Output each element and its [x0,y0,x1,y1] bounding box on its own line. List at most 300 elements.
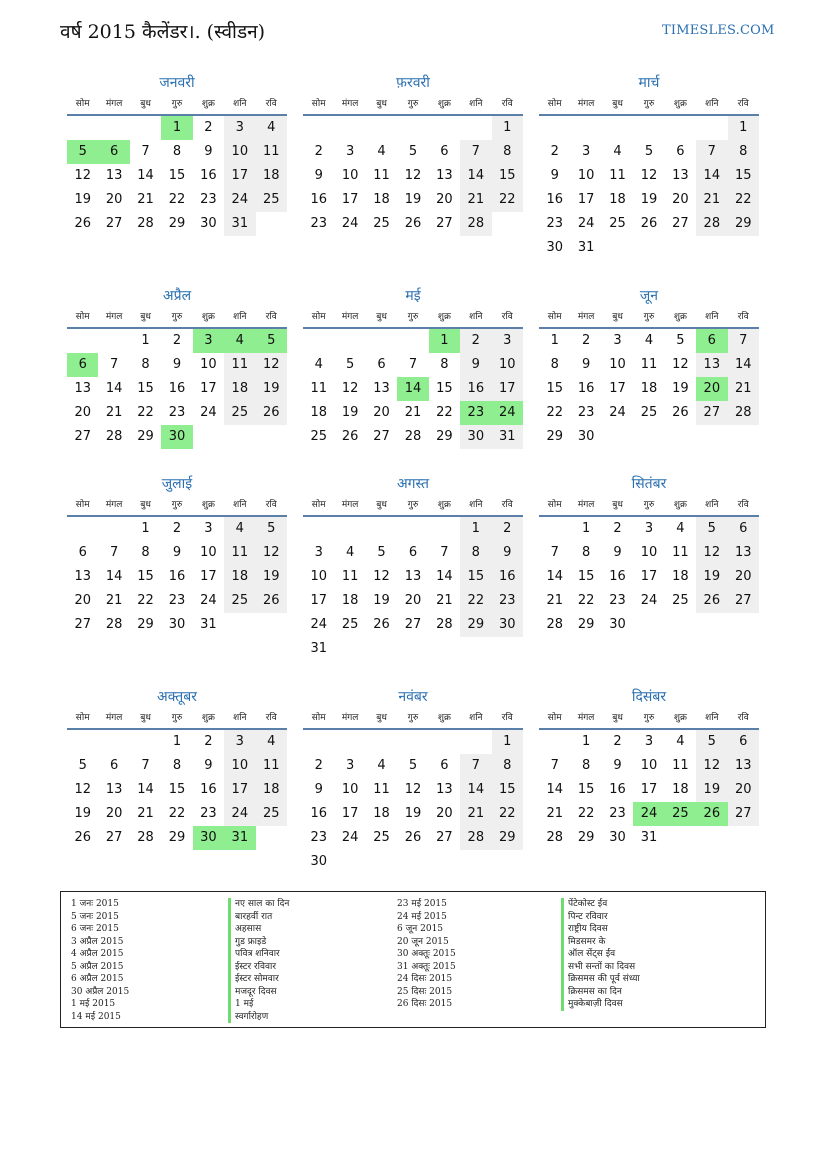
day-cell: 4 [613,144,622,159]
day-cell: 28 [436,617,453,632]
holiday-entry: पेंटेकोस्ट ईव [561,898,640,911]
day-cell: 27 [728,802,759,826]
day-cell [334,637,365,661]
month-11 [303,686,523,874]
weekday-label: बुध [376,500,387,510]
week-row [539,517,759,541]
day-cell: 18 [672,569,689,584]
day-cell: 12 [74,168,91,183]
week-row [303,565,523,589]
week-row [303,850,523,874]
weekday-header [539,307,759,329]
day-cell: 26 [404,830,422,845]
weekday-label: गुरु [643,500,655,510]
week-row [303,826,523,850]
day-cell: 28 [728,401,759,425]
day-cell: 7 [440,545,449,560]
day-cell: 1 [728,116,759,140]
day-cell: 3 [644,734,654,749]
month-6 [539,285,759,449]
day-cell: 5 [345,357,355,372]
day-cell: 25 [224,589,255,613]
day-cell [429,116,460,140]
weekday-label: बुध [612,500,623,510]
day-cell: 11 [256,140,287,164]
day-cell: 18 [341,593,359,608]
day-cell: 16 [460,377,491,401]
day-cell [193,425,224,449]
holiday-entry: ऑल सेंट्स ईव [561,948,640,961]
day-cell [397,116,428,140]
day-cell: 24 [310,617,327,632]
week-row [67,802,287,826]
day-cell: 11 [224,541,255,565]
day-cell [665,826,696,850]
week-row [539,401,759,425]
day-cell: 15 [137,381,154,396]
week-row [303,329,523,353]
day-cell: 7 [460,754,491,778]
day-cell: 3 [345,758,355,773]
day-cell: 3 [345,144,355,159]
day-cell [728,425,759,449]
holiday-entry: 1 मई [228,998,289,1011]
day-cell: 1 [172,734,182,749]
day-cell: 16 [200,168,217,183]
holiday-entry: 1 मई 2015 [71,999,116,1009]
day-cell: 22 [168,806,186,821]
day-cell [633,236,664,260]
day-cell: 25 [256,802,287,826]
day-cell: 28 [696,212,727,236]
day-cell: 31 [200,617,217,632]
day-cell: 1 [460,517,491,541]
week-row [67,730,287,754]
day-cell: 10 [224,754,255,778]
weekday-label: सोम [75,312,90,322]
day-cell: 10 [640,545,658,560]
holiday-entry: मिडसमर के [561,936,640,949]
day-cell: 29 [168,830,186,845]
weekday-label: सोम [547,713,562,723]
week-row [303,353,523,377]
day-cell: 12 [696,541,727,565]
day-cell [539,517,570,541]
day-cell: 23 [200,806,217,821]
day-cell: 2 [613,521,622,536]
week-row [539,212,759,236]
day-cell [366,850,397,874]
day-cell: 14 [728,353,759,377]
day-cell: 15 [546,381,563,396]
weekday-label: सोम [311,312,326,322]
weekday-label: शनि [233,500,247,510]
day-cell: 14 [137,782,154,797]
week-row [539,116,759,140]
day-cell: 26 [256,589,287,613]
day-cell: 23 [546,216,563,231]
day-cell: 6 [696,329,727,353]
day-cell: 13 [436,782,453,797]
day-cell [67,329,98,353]
day-cell: 20 [105,192,123,207]
month-name: जनवरी [159,75,195,91]
day-cell: 2 [581,333,591,348]
day-cell: 3 [204,521,213,536]
month-3 [539,72,759,260]
day-cell [460,116,491,140]
day-cell: 28 [546,830,563,845]
weekday-label: रवि [265,713,277,723]
day-cell: 16 [609,782,626,797]
day-cell [429,730,460,754]
day-cell: 20 [728,778,759,802]
week-row [303,541,523,565]
day-cell: 26 [74,216,91,231]
week-row [67,212,287,236]
day-cell [602,236,633,260]
day-cell: 2 [314,144,323,159]
day-cell: 2 [172,333,182,348]
holiday-entry: 4 अप्रैल 2015 [71,949,124,959]
day-cell [130,116,161,140]
day-cell: 10 [341,782,359,797]
week-row [303,730,523,754]
week-row [303,754,523,778]
week-row [539,425,759,449]
day-cell: 4 [256,730,287,754]
day-cell: 13 [696,353,727,377]
weekday-label: बुध [376,99,387,109]
day-cell: 29 [577,830,595,845]
weekday-label: सोम [75,99,90,109]
day-cell [334,850,365,874]
day-cell [334,329,365,353]
day-cell: 1 [492,730,523,754]
day-cell: 21 [696,188,727,212]
day-cell: 2 [460,329,491,353]
day-cell: 22 [492,802,523,826]
weekday-label: रवि [737,500,749,510]
weekday-header [303,307,523,329]
day-cell [130,730,161,754]
day-cell [460,637,491,661]
week-row [303,778,523,802]
day-cell [665,116,696,140]
day-cell: 13 [728,754,759,778]
day-cell: 28 [546,617,563,632]
day-cell [696,826,727,850]
month-name: अगस्त [396,476,429,492]
week-row [303,377,523,401]
week-row [539,778,759,802]
day-cell [397,850,428,874]
day-cell: 6 [377,357,386,372]
weekday-header [303,94,523,116]
week-row [303,401,523,425]
day-cell: 22 [168,192,186,207]
day-cell: 22 [577,806,595,821]
day-cell: 4 [676,734,685,749]
week-row [303,802,523,826]
day-cell: 21 [137,806,154,821]
weekday-label: गुरु [171,500,183,510]
day-cell: 6 [676,144,685,159]
weekday-label: गुरु [407,713,419,723]
day-cell: 26 [640,216,658,231]
day-cell: 14 [436,569,453,584]
day-cell: 5 [644,144,654,159]
weekday-label: शनि [233,312,247,322]
day-cell: 4 [224,329,255,353]
weekday-label: मंगल [577,500,595,510]
weekday-label: सोम [75,500,90,510]
weekday-label: गुरु [643,312,655,322]
day-cell: 30 [546,240,563,255]
day-cell: 10 [310,569,327,584]
day-cell: 4 [314,357,323,372]
weekday-label: गुरु [643,713,655,723]
day-cell: 24 [492,401,523,425]
day-cell: 9 [204,758,213,773]
day-cell [397,517,428,541]
day-cell: 21 [105,593,123,608]
week-row [539,565,759,589]
day-cell: 13 [672,168,689,183]
day-cell: 23 [168,593,186,608]
day-cell: 10 [200,545,217,560]
day-cell: 5 [696,517,727,541]
weekday-header [67,94,287,116]
day-cell: 31 [640,830,658,845]
day-cell [224,613,255,637]
week-row [539,802,759,826]
week-row [67,329,287,353]
day-cell: 11 [310,381,327,396]
day-cell: 19 [256,565,287,589]
day-cell: 9 [314,782,323,797]
holiday-entry: 20 जून 2015 [397,936,449,947]
day-cell: 9 [581,357,591,372]
day-cell: 29 [137,617,154,632]
day-cell: 19 [74,806,91,821]
day-cell: 16 [609,569,626,584]
day-cell: 8 [492,754,523,778]
day-cell: 16 [168,381,186,396]
weekday-label: शुक्र [673,99,687,109]
day-cell [665,236,696,260]
month-name: मार्च [638,75,660,91]
brand-link[interactable]: TIMESLES.COM [662,23,775,38]
day-cell: 18 [373,806,390,821]
day-cell: 11 [640,357,658,372]
day-cell: 3 [224,116,255,140]
day-cell [665,613,696,637]
holiday-dates-column-1 [71,898,129,1023]
day-cell: 2 [172,521,182,536]
day-cell: 10 [492,353,523,377]
weekday-label: शुक्र [437,713,451,723]
day-cell: 25 [373,830,390,845]
weekday-label: बुध [140,713,151,723]
weekday-label: सोम [547,500,562,510]
holiday-entry: स्वर्गारोहण [228,1011,289,1024]
day-cell [429,517,460,541]
weekday-header [303,708,523,730]
weekday-label: शुक्र [201,713,215,723]
day-cell: 30 [310,854,327,869]
day-cell: 28 [105,429,123,444]
day-cell: 14 [105,569,123,584]
day-cell: 11 [672,758,689,773]
day-cell [397,730,428,754]
day-cell: 25 [373,216,390,231]
day-cell: 21 [460,188,491,212]
day-cell: 5 [67,140,98,164]
day-cell: 16 [492,565,523,589]
day-cell: 18 [256,164,287,188]
day-cell: 6 [109,758,119,773]
day-cell: 2 [204,120,213,135]
day-cell [366,116,397,140]
weekday-label: शुक्र [673,312,687,322]
day-cell: 12 [341,381,359,396]
weekday-label: मंगल [105,713,123,723]
day-cell: 17 [341,806,359,821]
day-cell: 19 [696,565,727,589]
day-cell: 17 [341,192,359,207]
day-cell: 31 [224,826,255,850]
day-cell: 12 [256,541,287,565]
day-cell: 27 [728,589,759,613]
day-cell [696,613,727,637]
weekday-label: मंगल [577,99,595,109]
holiday-entry: मजदूर दिवस [228,986,289,999]
day-cell: 31 [577,240,595,255]
day-cell: 6 [728,517,759,541]
day-cell: 22 [137,405,154,420]
holiday-list [60,891,766,1028]
weekday-label: रवि [501,312,513,322]
day-cell: 27 [436,216,453,231]
day-cell: 5 [676,333,685,348]
day-cell: 8 [440,357,449,372]
day-cell: 1 [581,734,591,749]
day-cell: 9 [172,357,182,372]
day-cell: 19 [672,381,689,396]
day-cell [334,517,365,541]
day-cell [696,236,727,260]
day-cell: 9 [613,545,622,560]
day-cell: 4 [256,116,287,140]
weekday-label: बुध [612,312,623,322]
day-cell: 6 [408,545,418,560]
weekday-label: गुरु [407,500,419,510]
day-cell: 26 [74,830,91,845]
day-cell: 9 [460,353,491,377]
holiday-entry: 5 जनः 2015 [71,911,119,922]
day-cell: 12 [672,357,689,372]
week-row [67,613,287,637]
day-cell [696,425,727,449]
week-row [67,377,287,401]
weekday-label: मंगल [341,312,359,322]
week-row [303,589,523,613]
weekday-header [303,495,523,517]
day-cell: 26 [696,589,727,613]
holiday-entry: 6 जनः 2015 [71,924,119,934]
day-cell: 15 [577,569,595,584]
day-cell [67,730,98,754]
page-title: वर्ष 2015 कैलेंडर।. (स्वीडन) [60,21,266,43]
day-cell: 13 [74,569,91,584]
day-cell: 25 [672,593,689,608]
day-cell: 7 [109,545,119,560]
day-cell: 13 [74,381,91,396]
day-cell: 1 [492,116,523,140]
day-cell: 10 [200,357,217,372]
day-cell [256,613,287,637]
day-cell: 21 [436,593,453,608]
day-cell: 24 [200,405,217,420]
day-cell: 31 [492,425,523,449]
holiday-entry: 3 अप्रैल 2015 [71,936,124,947]
weekday-label: शनि [705,312,719,322]
week-row [539,730,759,754]
day-cell: 14 [460,778,491,802]
day-cell: 19 [256,377,287,401]
day-cell: 25 [224,401,255,425]
day-cell [633,613,664,637]
weekday-header [539,94,759,116]
week-row [539,140,759,164]
day-cell: 20 [373,405,390,420]
day-cell: 22 [492,188,523,212]
day-cell: 9 [172,545,182,560]
day-cell [366,637,397,661]
month-12 [539,686,759,850]
weekday-label: मंगल [341,713,359,723]
day-cell: 17 [577,192,595,207]
week-row [67,565,287,589]
holiday-names-column-2 [561,898,640,1011]
holiday-entry: क्रिसमस का दिन [561,986,640,999]
day-cell: 28 [404,429,422,444]
day-cell [602,425,633,449]
weekday-label: मंगल [577,713,595,723]
day-cell: 4 [644,333,654,348]
weekday-label: सोम [75,713,90,723]
weekday-label: गुरु [171,713,183,723]
day-cell: 26 [696,802,727,826]
holiday-entry: पिन्ट रविवार [561,911,640,924]
day-cell: 27 [672,216,689,231]
holiday-entry: 24 मई 2015 [397,911,447,922]
weekday-label: रवि [737,99,749,109]
week-row [67,541,287,565]
day-cell [728,236,759,260]
day-cell: 7 [141,144,150,159]
day-cell [492,212,523,236]
week-row [67,754,287,778]
weekday-label: शनि [705,99,719,109]
day-cell: 21 [728,377,759,401]
week-row [303,140,523,164]
day-cell: 12 [74,782,91,797]
day-cell: 3 [581,144,591,159]
day-cell: 4 [377,144,386,159]
day-cell: 1 [581,521,591,536]
